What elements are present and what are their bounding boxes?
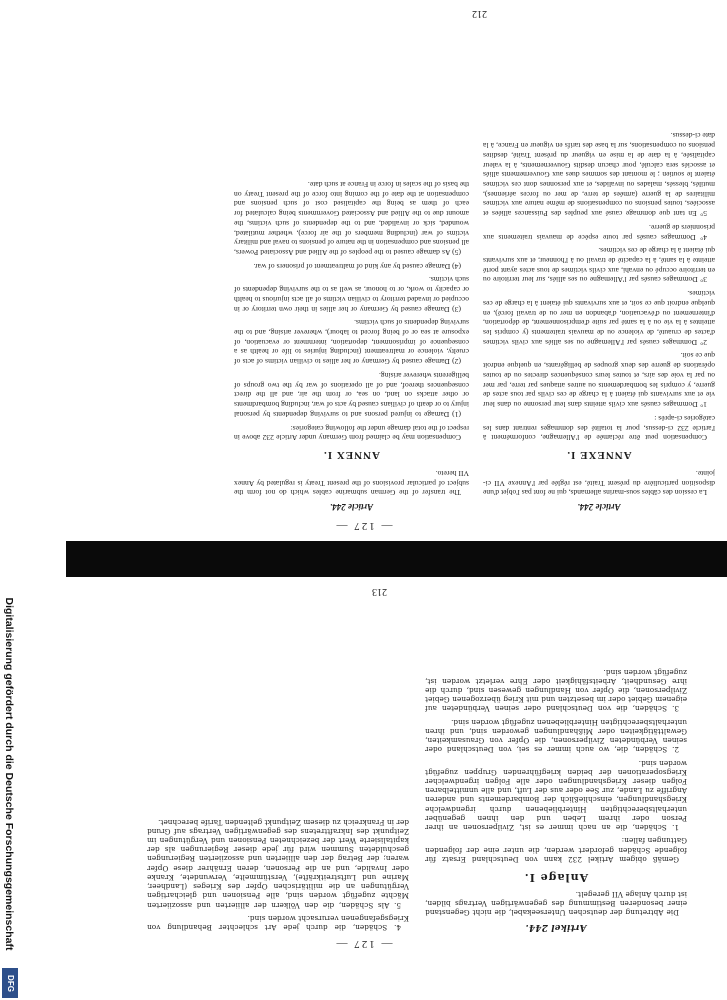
page-footer-number: 212	[472, 8, 487, 19]
annex-intro: Compensation peut être réclamée de l'Allemagne, conformément à l'article 232 ci-dessus, pour la totalité des dommages rentrant dans les catégories ci-après :	[483, 413, 715, 443]
article-heading: Article 244.	[330, 502, 373, 512]
article-text: La cession des câbles sous-marins allemands, qui ne font pas l'objet d'une disposition particulière du présent Traité, est réglée par l'Annexe VII ci-jointe.	[483, 469, 715, 498]
digitization-credit	[0, 548, 18, 1000]
english-column	[234, 22, 469, 512]
article-text: Die Abtretung der deutschen Unterseekabel, die nicht Gegenstand einer besonderen Bestimmung des gegenwärtigen Vertrags bilden, ist durch Anlage VII geregelt.	[425, 890, 687, 918]
german-column-continued	[147, 602, 409, 932]
page-footer-number: 213	[372, 586, 387, 597]
page-number-line: — 127 —	[334, 520, 393, 532]
article-heading: Article 244.	[577, 502, 621, 512]
paragraph: (4) Damage caused by any kind of maltreatment of prisoners of war.	[253, 261, 461, 271]
dfg-logo-icon	[2, 968, 18, 998]
paragraph: (2) Damage caused by Germany or her allies to civilian victims of acts of cruelty, violence or maltreatment (including injuries to life or health as a consequence of imprisonment, deportation, internment or evacuation, of exposure at sea or of being forced to labour), wherever arising, and to the surviving dependents of such victims.	[234, 318, 469, 367]
paragraph: 4. Schäden, die durch jede Art schlechter Behandlung von Kriegsgefangenen verursacht worden sind.	[147, 913, 409, 932]
paragraph: 2. Schäden, die, wo auch immer es sei, von Deutschland oder seinen Verbündeten Zivilpersonen, die Opfer von Grausamkeiten, Gewalttätigkeiten oder Mißhandlungen geworden sind, und ihren unterhaltsberechtigten Hinterbliebenen zugefügt worden sind.	[425, 717, 687, 755]
paragraph: 5° En tant que dommage causé aux peuples des Puissances alliées et associées, toutes pensions ou compensations de même nature aux victimes militaires de la guerre (armées de terre, de mer ou forces aériennes), mutilés, blessés, malades ou invalides, et aux personnes dont ces victimes étaient le soutien ; le montant des sommes dues aux Gouvernements alliés et associés sera calculé, pour chacun desdits Gouvernements, à la valeur capitalisée, à la date de la mise en vigueur du présent Traité, desdites pensions ou compensations, sur la base des tarifs en vigueur en France, à la date ci-dessus.	[483, 131, 715, 219]
page-gutter	[66, 541, 727, 577]
paragraph: 5. Als Schäden, die den Völkern der alliierten und assoziierten Mächte zugefügt worden sind, alle Pensionen und gleichartigen Vergütungen an die militärischen Opfer des Krieges (Landheer, Marine und Luftstreitkräfte), Verstümmelte, Verwundete, Kranke oder Invalide, und an die Personen, deren Ernährer diese Opfer waren; der Betrag der den alliierten und assoziierten Regierungen geschuldeten Summen wird für jede dieser Regierungen als der kapitalisierte Wert der bezeichneten Pensionen und Vergütungen im Zeitpunkt des Inkrafttretens des gegenwärtigen Vertrags auf Grund der in Frankreich zu diesem Zeitpunkt geltenden Tarife berechnet.	[147, 817, 409, 910]
paragraph: 3° Dommages causés par l'Allemagne ou ses alliés, sur leur territoire ou en territoire occupé ou envahi, aux civils victimes de tous actes ayant porté atteinte à la santé, à la capacité de travail ou à l'honneur, et aux survivants qui étaient à la charge de ces victimes.	[483, 246, 715, 285]
paragraph: 1. Schäden, die an nach immer es ist, Zivilpersonen an ihrer Person oder ihrem Leben und den ihnen gegenüber unterhaltsberechtigten Hinterbliebenen durch irgendwelche Kriegshandlungen, einschließlich der Bombardements und anderen Angriffe zu Lande, zur See oder aus der Luft, und alle unmittelbaren Folgen dieser Kriegshandlungen oder alle Folgen irgendwelcher Kriegsoperationen der beiden kriegführenden Gruppen zugefügt worden sind.	[425, 758, 687, 833]
paragraph: (1) Damage to injured persons and to surviving dependents by personal injury to or death of civilians caused by acts of war, including bombardments or other attacks on land, on sea, or from the air, and all the direct consequences thereof, and of all operations of war by the two groups of belligerents wherever arising.	[234, 370, 469, 419]
credit-text: Digitalisierung gefördert durch die Deutsche Forschungsgemeinschaft	[3, 597, 15, 951]
annex-intro: Compensation may be claimed from Germany under Article 232 above in respect of the total damage under the following categories:	[234, 423, 469, 443]
french-column	[483, 22, 715, 512]
annex-title: ANNEX I.	[323, 449, 380, 462]
paragraph: 4° Dommages causés par toute espèce de mauvais traitements aux prisonniers de guerre.	[483, 222, 715, 242]
annex-title: ANNEXE I.	[566, 449, 632, 462]
lower-page	[0, 578, 727, 958]
paragraph: 2° Dommages causés par l'Allemagne ou ses alliés aux civils victimes d'actes de cruauté, de violence ou de mauvais traitements (y compris les atteintes à la vie ou à la santé par suite d'emprisonnement, de déportation, d'internement ou d'évacuation, d'abandon en mer ou de travail forcé), en quelque endroit que ce soit, et aux survivants qui étaient à la charge de ces victimes.	[483, 289, 715, 347]
annex-intro: Gemäß obigem Artikel 232 kann von Deutschland Ersatz für folgende Schäden gefordert werden, die unter eine der folgenden Gattungen fallen:	[425, 836, 687, 864]
paragraph: 1° Dommages causés aux civils atteints dans leur personne ou dans leur vie et aux survivants qui étaient à la charge de ces civils par tous actes de guerre, y compris les bombardements ou autres attaques par terre, par mer ou par la voie des airs, et toutes leurs conséquences directes ou de toutes opérations de guerre des deux groupes de belligérants, en quelque endroit que ce soit.	[483, 351, 715, 410]
paragraph: 3. Schäden, die von Deutschland oder seinen Verbündeten auf eigenem Gebiet oder im besetzten und mit Krieg überzogenen Gebiet Zivilpersonen, die Opfer von Handlungen gewesen sind, durch die ihre Gesundheit, Arbeitsfähigkeit oder Ehre verletzt worden ist, zugefügt worden sind.	[425, 667, 687, 714]
article-text: The transfer of the German submarine cables which do not form the subject of particular provisions of the present Treaty is regulated by Annex VII hereto.	[234, 469, 469, 498]
annex-title: Anlage I.	[523, 870, 589, 884]
page-number-line: — 127 —	[334, 938, 393, 950]
dfg-logo-text: DFG	[5, 974, 15, 992]
german-column	[425, 602, 687, 932]
article-heading: Artikel 244.	[525, 922, 587, 932]
paragraph: (5) As damage caused to the peoples of the Allied and Associated Powers, all pensions and compensation in the nature of pensions to naval and military victims of war (including members of the air force), whether mutilated, wounded, sick or invalided, and to the dependents of such victims, the amount due to the Allied and Associated Governments being calculated for each of them as being the capitalised cost of such pensions and compensation at the date of the coming into force of the present Treaty on the basis of the scales in force in France at such date.	[234, 180, 469, 258]
paragraph: (3) Damage caused by Germany or her allies in their own territory or in occupied or invaded territory to civilian victims of all acts injurious to health or capacity to work, or to honour, as well as to the surviving dependents of such victims.	[234, 275, 469, 314]
